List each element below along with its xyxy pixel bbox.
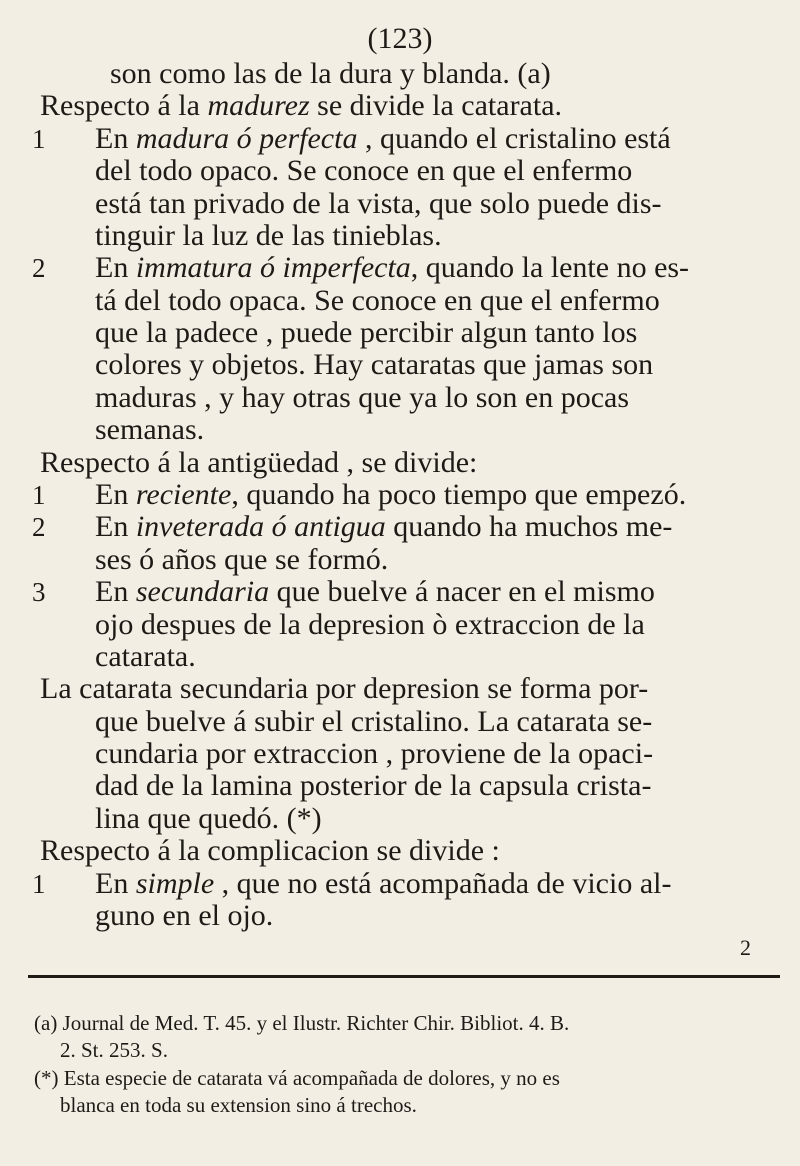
text-segment: que buelve á nacer en el mismo [269,575,655,609]
text-segment: quando ha muchos me- [385,510,673,544]
text-segment: En [95,510,136,544]
text-line [40,447,477,479]
text-line [95,285,660,317]
text-line [95,414,204,446]
text-segment: guno en el ojo. [95,899,274,932]
italic-term: madura ó perfecta [135,121,358,155]
text-line [95,576,655,608]
catchword: 2 [740,935,751,960]
text-segment: semanas. [95,413,205,447]
text-segment: En [95,575,136,609]
footnote-line: (*) Esta especie de catarata vá acompañada de dolores, y no es [34,1066,560,1090]
text-segment: se divide la catarata. [309,89,563,123]
text-segment: ses ó años que se formó. [95,542,389,576]
text-line [95,479,686,511]
text-segment: En [95,478,136,511]
text-line [95,641,196,673]
text-line [95,349,653,381]
text-segment: tá del todo opaca. Se conoce en que el enfermo [95,283,660,317]
item-number: 1 [32,480,46,510]
text-line [95,770,651,802]
text-segment: del todo opaco. Se conoce en que el enfermo [95,154,633,188]
text-segment: En [95,251,136,285]
text-segment: , quando el cristalino está [357,121,671,155]
text-segment: catarata. [95,639,196,673]
text-segment: La catarata secundaria por depresion se forma por- [40,672,649,706]
item-number: 1 [32,123,46,154]
text-line [40,673,648,705]
italic-term: madurez [207,89,310,123]
text-line [95,803,322,835]
text-segment: En [95,866,136,900]
text-line [95,382,629,414]
text-line [95,544,388,576]
text-segment: está tan privado de la vista, que solo puede dis- [95,186,662,220]
text-line [95,188,662,220]
text-line [95,900,273,932]
text-segment: dad de la lamina posterior de la capsula crista- [95,769,652,803]
text-line [95,155,632,187]
text-segment: colores y objetos. Hay cataratas que jamas son [95,348,654,382]
text-segment: que la padece , puede percibir algun tanto los [95,316,638,350]
italic-term: secundaria [135,575,270,609]
footnote-line: blanca en toda su extension sino á trechos. [60,1093,417,1117]
text-line [95,252,689,284]
text-line [40,90,562,122]
text-line [95,220,442,252]
text-line [40,835,500,867]
text-segment: tinguir la luz de las tinieblas. [95,218,442,252]
footnote-line: 2. St. 253. S. [60,1038,168,1062]
text-segment: Respecto á la complicacion se divide : [40,834,500,868]
item-number: 2 [32,253,46,284]
italic-term: immatura ó imperfecta [135,251,411,285]
text-segment: cundaria por extraccion , proviene de la opaci- [95,737,654,771]
text-segment: maduras , y hay otras que ya lo son en pocas [95,380,630,414]
italic-term: reciente [135,478,232,511]
text-line [95,511,672,543]
text-segment: Respecto á la antigüedad , se divide: [40,445,478,479]
text-segment: lina que quedó. (*) [95,801,322,835]
page-number: (123) [367,22,433,55]
text-line [95,317,637,349]
text-segment: Respecto á la [40,89,208,123]
text-segment: , quando ha poco tiempo que empezó. [231,478,687,511]
text-segment: son como las de la dura y blanda. (a) [110,57,551,90]
text-line [95,706,652,738]
text-line [110,58,551,90]
text-segment: ojo despues de la depresion ò extraccion de la [95,607,645,641]
footnote-line: (a) Journal de Med. T. 45. y el Ilustr. Richter Chir. Bibliot. 4. B. [34,1011,570,1035]
item-number: 1 [32,868,46,899]
text-line [95,738,653,770]
text-segment: , que no está acompañada de vicio al- [214,866,672,900]
text-segment: que buelve á subir el cristalino. La catarata se- [95,704,653,738]
footnote-rule [28,975,780,978]
text-segment: , quando la lente no es- [410,251,690,285]
text-line [95,609,645,641]
item-number: 3 [32,577,46,608]
italic-term: inveterada ó antigua [135,510,386,544]
text-segment: En [95,121,136,155]
italic-term: simple [135,866,215,900]
item-number: 2 [32,512,46,543]
text-line [95,123,671,155]
text-line [95,868,671,900]
